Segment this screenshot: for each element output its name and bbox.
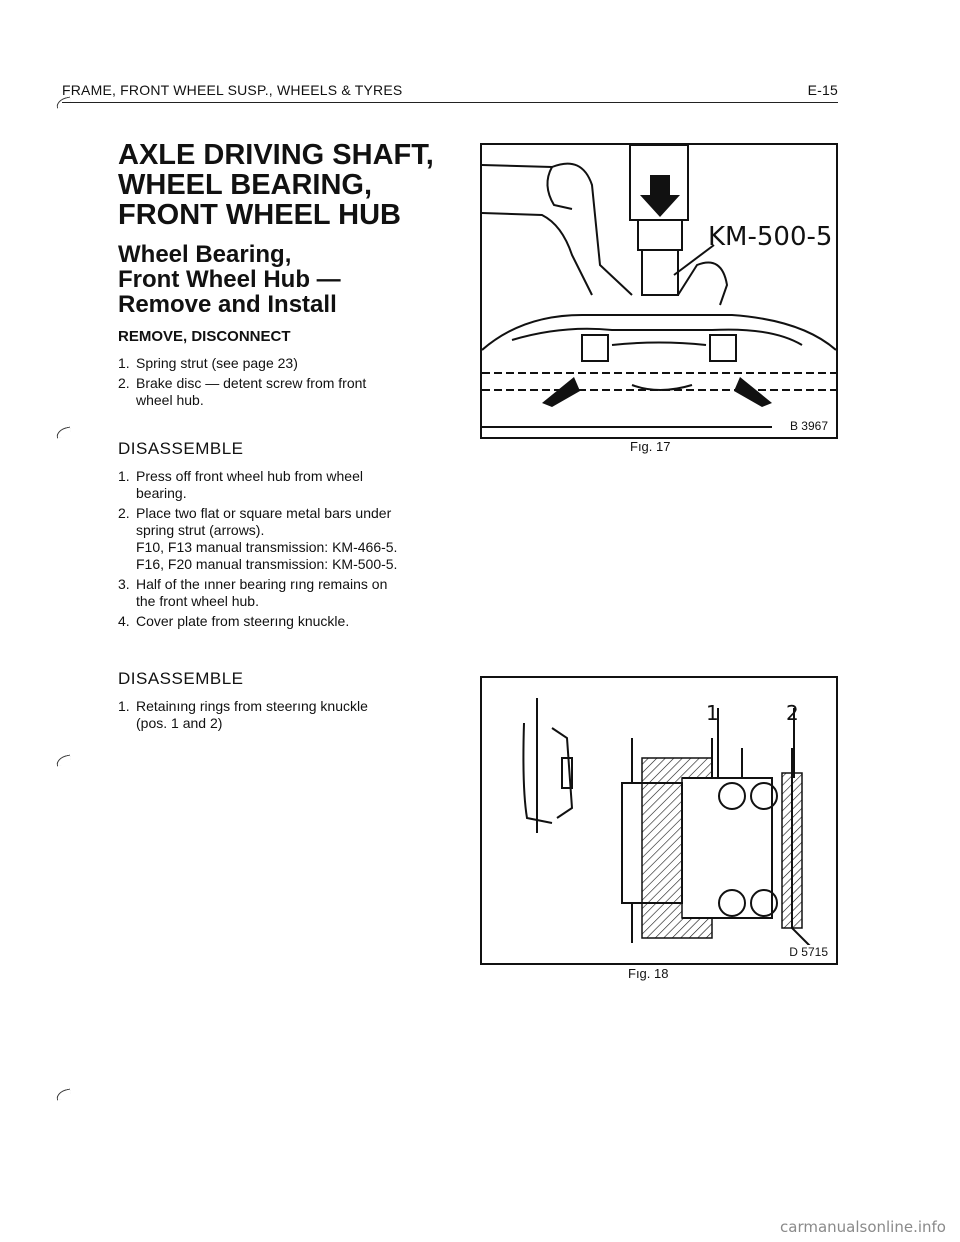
section-remove-disconnect <box>118 328 448 412</box>
step-text: Spring strut (see page 23) <box>136 355 298 371</box>
list-item <box>118 505 448 573</box>
list-item <box>118 375 448 409</box>
main-title-line: WHEEL BEARING, <box>118 169 373 201</box>
list-item <box>118 355 448 372</box>
figure-18-illustration <box>482 678 836 963</box>
main-title <box>118 140 448 230</box>
position-label-1: 1 <box>706 701 719 725</box>
list-item <box>118 468 448 502</box>
figure-17-illustration <box>482 145 836 437</box>
running-header <box>62 82 838 103</box>
header-section-title: FRAME, FRONT WHEEL SUSP., WHEELS & TYRES <box>62 82 403 98</box>
figure-18 <box>480 676 838 965</box>
list-item <box>118 576 448 610</box>
figure-caption: Fıg. 17 <box>630 439 671 454</box>
step-list <box>118 468 448 630</box>
step-text: Half of the ınner bearing rıng remains on <box>136 576 388 592</box>
margin-mark <box>55 1089 72 1101</box>
step-text: F10, F13 manual transmission: KM-466-5. <box>136 539 398 555</box>
sub-title-line: Wheel Bearing, <box>118 241 292 268</box>
sub-title <box>118 242 448 317</box>
list-item <box>118 613 448 630</box>
position-label-2: 2 <box>786 701 799 725</box>
step-text: Brake disc — detent screw from front <box>136 375 367 391</box>
header-page-number: E-15 <box>807 82 838 98</box>
margin-mark <box>55 97 72 109</box>
main-title-line: AXLE DRIVING SHAFT, <box>118 139 434 171</box>
watermark: carmanualsonline.info <box>780 1218 946 1236</box>
figure-17 <box>480 143 838 439</box>
section-disassemble-rings <box>118 670 448 735</box>
step-text: the front wheel hub. <box>136 593 259 609</box>
step-number: 2. <box>118 505 130 521</box>
section-heading: DISASSEMBLE <box>118 439 244 458</box>
figure-code: B 3967 <box>789 419 828 433</box>
sub-title-line: Front Wheel Hub — <box>118 266 341 293</box>
step-text: bearing. <box>136 485 187 501</box>
step-number: 2. <box>118 375 130 391</box>
step-text: wheel hub. <box>136 392 204 408</box>
section-heading: REMOVE, DISCONNECT <box>118 328 291 345</box>
list-item <box>118 698 448 732</box>
figure-code: D 5715 <box>789 945 828 959</box>
step-text: Press off front wheel hub from wheel <box>136 468 363 484</box>
step-text: Place two flat or square metal bars under <box>136 505 392 521</box>
step-list <box>118 355 448 409</box>
step-text: (pos. 1 and 2) <box>136 715 223 731</box>
step-text: F16, F20 manual transmission: KM-500-5. <box>136 556 398 572</box>
figure-caption: Fıg. 18 <box>628 966 669 981</box>
step-number: 3. <box>118 576 130 592</box>
margin-mark <box>55 427 72 439</box>
step-number: 1. <box>118 355 130 371</box>
step-list <box>118 698 448 732</box>
step-number: 1. <box>118 468 130 484</box>
step-number: 4. <box>118 613 130 629</box>
step-number: 1. <box>118 698 130 714</box>
margin-mark <box>55 755 72 767</box>
sub-title-line: Remove and Install <box>118 291 337 318</box>
step-text: Cover plate from steerıng knuckle. <box>136 613 350 629</box>
step-text: spring strut (arrows). <box>136 522 265 538</box>
step-text: Retainıng rings from steerıng knuckle <box>136 698 368 714</box>
section-heading: DISASSEMBLE <box>118 669 244 688</box>
section-disassemble-hub <box>118 440 448 633</box>
tool-label: KM-500-5 <box>708 222 833 252</box>
main-title-line: FRONT WHEEL HUB <box>118 199 402 231</box>
